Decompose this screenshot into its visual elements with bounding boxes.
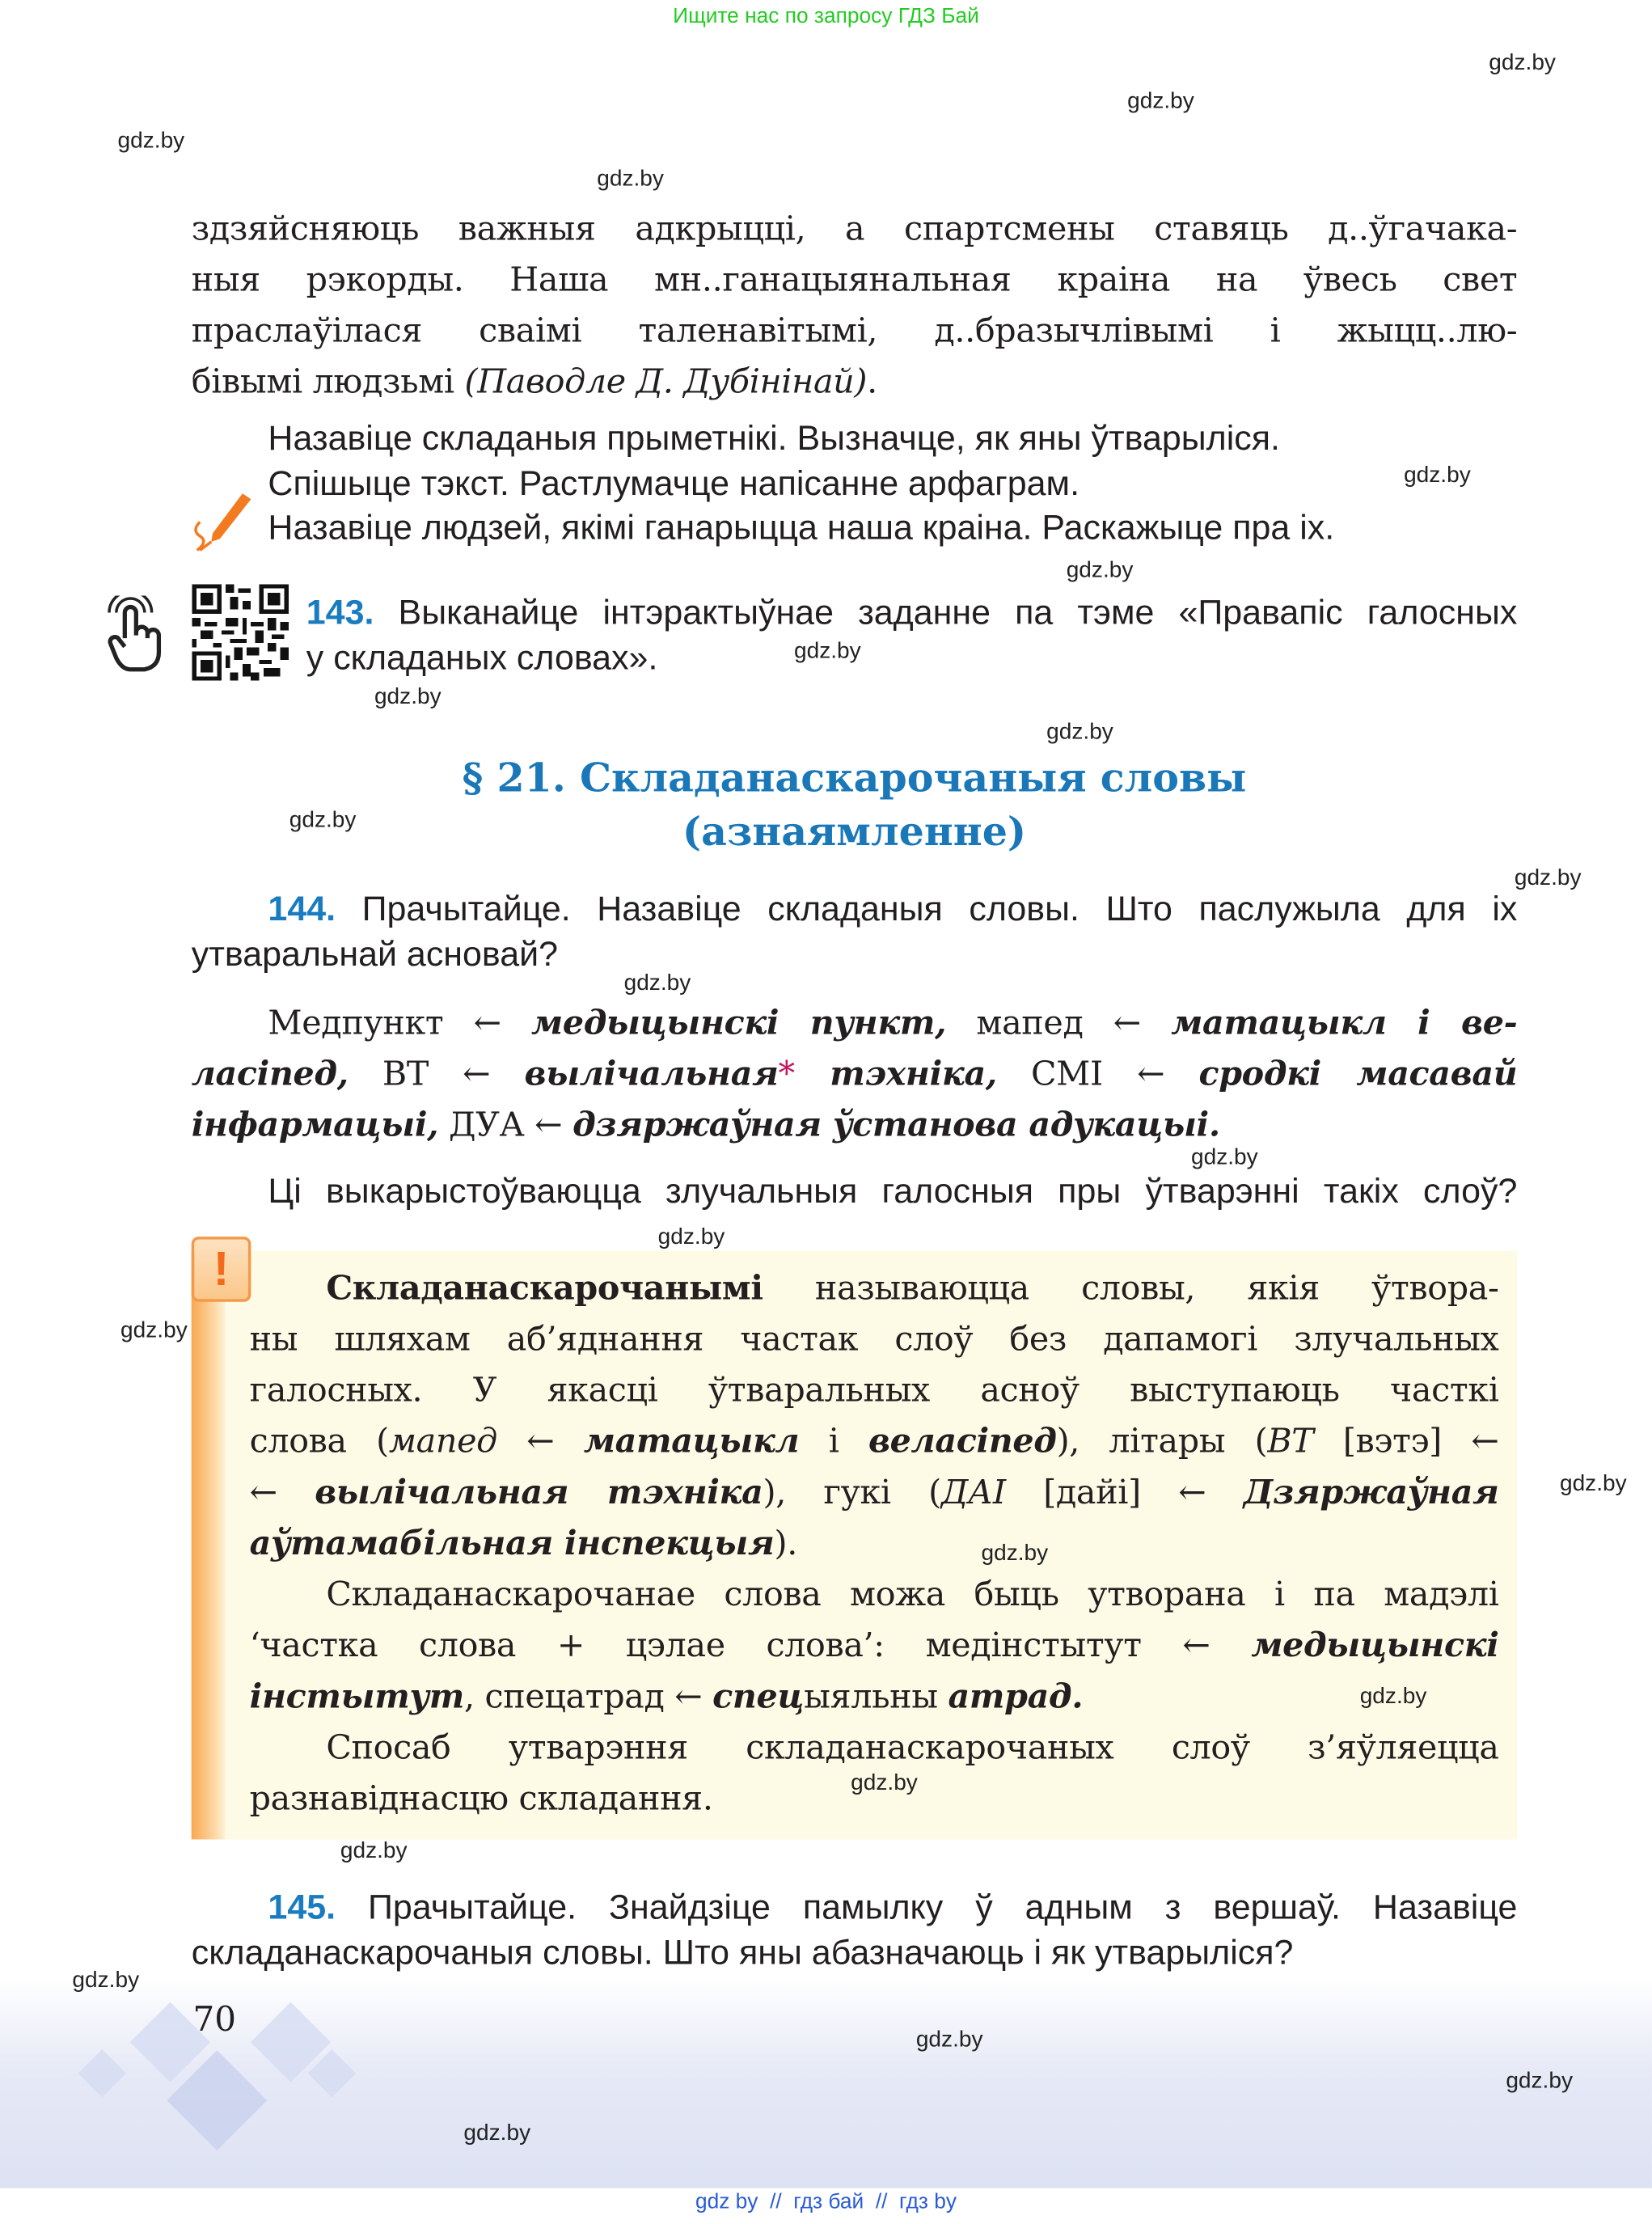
text-segment: ныя рэкорды. Наша мн..ганацыянальная краіна на ўвесь свет <box>191 259 1518 300</box>
text-line <box>192 997 1518 1048</box>
text-line <box>192 203 1518 254</box>
text-segment: * <box>778 1053 795 1094</box>
intro-paragraph <box>192 203 1518 408</box>
text-segment: ← <box>496 1421 584 1461</box>
exercise-145 <box>192 1886 1518 1975</box>
watermark: gdz.by <box>374 684 442 709</box>
watermark: gdz.by <box>289 808 357 833</box>
examples-paragraph <box>192 997 1518 1150</box>
exercise-143 <box>306 591 1518 680</box>
text-segment: ВТ ← <box>348 1053 525 1094</box>
section-heading <box>192 751 1518 859</box>
watermark: gdz.by <box>1514 866 1582 891</box>
text-segment: Дзяржаўная <box>1243 1472 1499 1512</box>
text-segment: ), гукі ( <box>763 1472 941 1512</box>
text-segment: [дайі] ← <box>1005 1472 1244 1512</box>
page-number: 70 <box>192 1999 237 2040</box>
task-item: Назавіце людзей, якімі ганарыцца наша краіна. Раскажыце пра іх. <box>268 509 1335 548</box>
watermark: gdz.by <box>1066 558 1134 583</box>
text-segment: ласіпед, <box>191 1053 349 1094</box>
watermark: gdz.by <box>915 2027 983 2053</box>
text-segment: тэхніка, <box>794 1053 997 1094</box>
text-segment: медыцынскі пункт, <box>531 1002 947 1042</box>
qr-code[interactable] <box>192 584 289 680</box>
text-segment: СМІ ← <box>996 1053 1199 1094</box>
text-segment: вылічальная <box>524 1053 779 1094</box>
exercise-text: у складаных словах». <box>306 638 658 678</box>
text-segment: атрад. <box>948 1676 1084 1716</box>
text-segment: веласіпед <box>868 1421 1057 1461</box>
section-subtitle: (азнаямленне) <box>682 808 1027 856</box>
task-item: Назавіце складаныя прыметнікі. Вызначце, як яны ўтварыліся. <box>268 420 1280 459</box>
text-line <box>250 1722 1499 1773</box>
text-segment: мапед <box>388 1421 497 1461</box>
text-segment: і <box>799 1421 868 1461</box>
text-line <box>250 1671 1499 1722</box>
text-line <box>250 1517 1499 1568</box>
text-segment: ), літары ( <box>1056 1421 1268 1461</box>
text-line <box>250 1466 1499 1517</box>
watermark: gdz.by <box>117 129 185 154</box>
watermark: gdz.by <box>1404 463 1471 488</box>
watermark: gdz.by <box>1359 1685 1427 1710</box>
task-item: Спішыце тэкст. Растлумачце напісанне арфаграм. <box>268 464 1080 503</box>
exercise-text: Прачытайце. Назавіце складаныя словы. Што паслужыла для іх <box>361 890 1518 929</box>
text-segment: ‘частка слова + цэлае слова’: медінстытут ← <box>249 1625 1252 1665</box>
text-segment: , спецатрад ← <box>464 1676 713 1716</box>
text-segment: інстытут <box>249 1676 465 1716</box>
exclamation-icon: ! <box>192 1237 251 1302</box>
exercise-text: Прачытайце. Знайдзіце памылку ў адным з вершаў. Назавіце <box>368 1888 1518 1928</box>
section-title: § 21. Складанаскарочаныя словы <box>462 754 1247 801</box>
rule-box-bar <box>192 1251 226 1840</box>
top-banner[interactable]: Ищите нас по запросу ГДЗ Бай <box>673 4 979 29</box>
text-segment: ← <box>249 1472 315 1512</box>
text-line <box>192 356 1518 407</box>
text-segment: ). <box>774 1523 797 1563</box>
text-line <box>250 1620 1499 1671</box>
text-segment: ны шляхам аб’яднання частак слоў без дапамогі злучальных <box>249 1318 1499 1359</box>
text-segment: разнавіднасцю складання. <box>249 1778 713 1819</box>
footer-links[interactable]: gdz by // гдз бай // гдз by <box>695 2189 957 2214</box>
text-line <box>250 1313 1499 1364</box>
text-line <box>250 1568 1499 1619</box>
exercise-text: складанаскарочаныя словы. Што яны абазначаюць і як утварыліся? <box>191 1934 1294 1972</box>
watermark: gdz.by <box>851 1771 918 1796</box>
text-segment: бівымі людзьмі <box>191 362 465 402</box>
rule-text <box>250 1262 1499 1824</box>
text-segment: ДУА ← <box>438 1105 573 1145</box>
watermark: gdz.by <box>1046 720 1113 745</box>
text-segment: ВТ <box>1267 1421 1314 1461</box>
exercise-text: Выканайце інтэрактыўнае заданне па тэме «Правапіс галосных <box>398 594 1518 633</box>
text-segment: дзяржаўная ўстанова адукацыі. <box>572 1105 1220 1145</box>
exercise-number: 145. <box>268 1888 336 1928</box>
text-line <box>192 1099 1518 1150</box>
pen-icon <box>188 491 252 555</box>
exercise-144-question <box>268 1170 1517 1215</box>
watermark: gdz.by <box>1506 2069 1573 2094</box>
watermark: gdz.by <box>1489 51 1556 75</box>
text-segment: называюцца словы, якія ўтвора- <box>763 1267 1499 1308</box>
text-line <box>192 305 1518 356</box>
text-segment: . <box>867 362 877 402</box>
text-segment: [вэтэ] ← <box>1313 1421 1499 1461</box>
text-line <box>250 1262 1499 1313</box>
watermark: gdz.by <box>340 1839 408 1864</box>
watermark: gdz.by <box>657 1225 725 1249</box>
watermark: gdz.by <box>1559 1472 1627 1497</box>
text-segment: матацыкл <box>583 1421 800 1461</box>
text-line <box>192 1048 1518 1099</box>
text-segment: галосных. У якасці ўтваральных асноў выступаюць часткі <box>249 1369 1499 1410</box>
touch-hand-icon <box>105 596 165 674</box>
watermark: gdz.by <box>981 1541 1049 1566</box>
watermark: gdz.by <box>597 167 664 192</box>
text-line <box>250 1364 1499 1415</box>
text-segment: сродкі масавай <box>1198 1053 1518 1094</box>
text-segment: медыцынскі <box>1251 1625 1499 1665</box>
text-segment: Медпункт ← <box>268 1002 532 1042</box>
text-segment: аўтамабільная інспекцыя <box>249 1523 775 1563</box>
exercise-number: 143. <box>306 594 374 633</box>
text-segment: вылічальная тэхніка <box>315 1472 763 1512</box>
text-segment: ДАІ <box>940 1472 1006 1512</box>
watermark: gdz.by <box>623 971 691 996</box>
text-line <box>250 1415 1499 1466</box>
watermark: gdz.by <box>1127 89 1194 114</box>
text-segment: (Паводле Д. Дубінінай) <box>464 362 868 402</box>
watermark: gdz.by <box>120 1318 188 1343</box>
text-segment: слова ( <box>249 1421 389 1461</box>
task-list <box>268 417 1334 552</box>
exercise-number: 144. <box>268 890 336 929</box>
watermark: gdz.by <box>794 639 861 664</box>
watermark: gdz.by <box>1191 1145 1258 1170</box>
text-segment: спец <box>712 1676 805 1716</box>
text-segment: ыяльны <box>804 1676 949 1716</box>
text-line <box>192 254 1518 305</box>
text-segment: здзяйсняюць важныя адкрыцці, а спартсмены ставяць д..ўгачака- <box>191 208 1518 248</box>
text-segment: інфармацыі, <box>191 1105 439 1145</box>
text-segment: праслаўілася сваімі таленавітымі, д..бразычлівымі і жыцц..лю- <box>191 311 1518 351</box>
text-segment: мапед ← <box>946 1002 1172 1042</box>
exercise-text: утваральнай асновай? <box>191 935 559 974</box>
watermark: gdz.by <box>72 1968 140 1993</box>
text-segment: Спосаб утварэння складанаскарочаных слоў з’яўляецца <box>326 1727 1499 1767</box>
text-segment: матацыкл і ве- <box>1171 1002 1518 1042</box>
text-segment: Складанаскарочанымі <box>326 1267 763 1308</box>
exercise-144 <box>192 888 1518 977</box>
watermark: gdz.by <box>463 2121 531 2146</box>
question-text: Ці выкарыстоўваюцца злучальныя галосныя пры ўтварэнні такіх слоў? <box>268 1173 1518 1211</box>
text-segment: Складанаскарочанае слова можа быць утворана і па мадэлі <box>326 1574 1499 1614</box>
